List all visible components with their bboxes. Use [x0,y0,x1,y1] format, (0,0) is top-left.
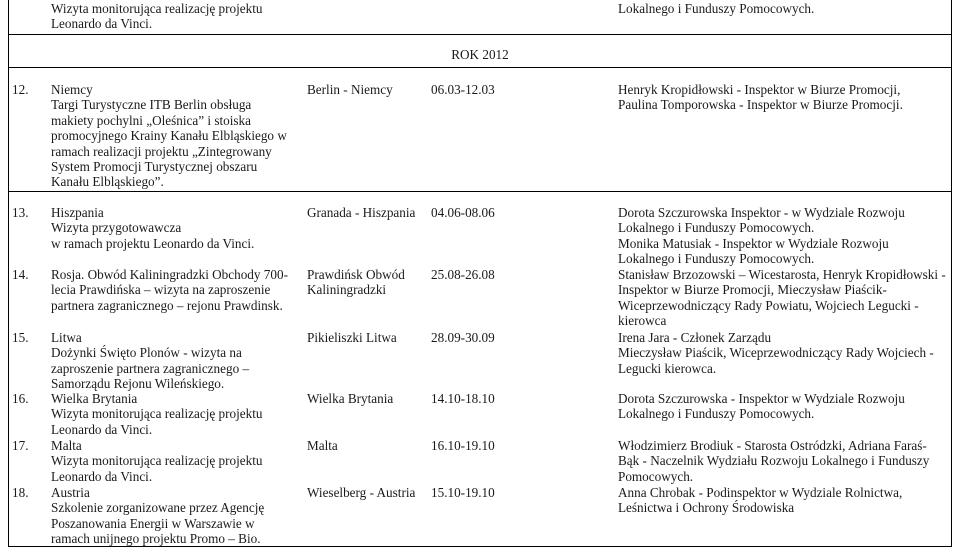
entry-event [51,438,262,484]
row-divider [8,34,952,35]
text-line: Dorota Szczurowska - Inspektor w Wydziale Rozwoju [618,391,905,406]
text-line: Lokalnego i Funduszy Pomocowych. [618,1,815,16]
entry-date: 25.08-26.08 [431,267,495,282]
text-line: Litwa [51,330,82,345]
text-line: Malta [307,438,338,453]
text-line: Wizyta monitorująca realizację projektu [51,1,263,16]
text-line: Rosja. Obwód Kaliningradzki Obchody 700- [51,267,288,282]
text-line: Wielka Brytania [51,391,138,406]
text-line: Lokalnego i Funduszy Pomocowych. [618,406,815,422]
entry-number: 15. [12,330,29,345]
text-line: Legucki kierowca. [618,360,717,376]
top-fragment-event [51,1,262,32]
text-line: Monika Matusiak - Inspektor w Wydziale Rozwoju [618,235,889,251]
text-line: makiety pochylni „Oleśnica” i stoiska [51,112,251,128]
entry-number: 16. [12,391,29,406]
entry-place [307,391,393,406]
text-line: Targi Turystyczne ITB Berlin obsługa [51,97,252,113]
text-line: ramach unijnego projektu Promo – Bio. [51,531,261,547]
text-line: Kaliningradzki [307,282,387,298]
text-line: Leonardo da Vinci. [51,16,153,32]
text-line: Wizyta monitorująca realizację projektu [51,406,263,422]
entry-event [51,330,249,392]
entry-place [307,267,405,298]
entry-date: 14.10-18.10 [431,391,495,406]
entry-number: 18. [12,485,29,500]
text-line: Hiszpania [51,205,104,220]
entry-event [51,391,262,437]
text-line: Leśnictwa i Ochrony Środowiska [618,500,795,516]
text-line: Irena Jara - Członek Zarządu [618,330,772,345]
text-line: Henryk Kropidłowski - Inspektor w Biurze Promocji, [618,82,901,97]
entry-place [307,330,397,345]
entry-number: 13. [12,205,29,220]
text-line: Szkolenie zorganizowane przez Agencję [51,500,265,516]
text-line: Malta [51,438,82,453]
row-divider [8,67,952,68]
text-line: Leonardo da Vinci. [51,421,153,437]
text-line: Dorota Szczurowska Inspektor - w Wydziale Rozwoju [618,205,905,220]
text-line: Włodzimierz Brodiuk - Starosta Ostródzki, Adriana Faraś- [618,438,927,453]
text-line: Prawdińsk Obwód [307,267,405,282]
year-header: ROK 2012 [451,47,509,62]
row-divider [8,191,952,192]
text-line: Dożynki Święto Plonów - wizyta na [51,345,242,361]
text-line: partnera zagranicznego – rejonu Prawdinsk. [51,297,283,313]
entry-date: 16.10-19.10 [431,438,495,453]
text-line: Wizyta przygotowawcza [51,220,182,236]
entry-participants [618,438,929,484]
text-line: Pikieliszki Litwa [307,330,397,345]
entry-date: 04.06-08.06 [431,205,495,220]
entry-participants [618,391,905,422]
entry-event [51,205,254,251]
text-line: Bąk - Naczelnik Wydziału Rozwoju Lokalnego i Funduszy [618,453,930,469]
text-line: Stanisław Brzozowski – Wicestarosta, Henryk Kropidłowski - [618,267,946,282]
entry-date: 06.03-12.03 [431,82,495,97]
entry-participants [618,82,903,113]
text-line: Wizyta monitorująca realizację projektu [51,453,263,469]
text-line: Niemcy [51,82,93,97]
text-line: Lokalnego i Funduszy Pomocowych. [618,220,815,236]
text-line: Anna Chrobak - Podinspektor w Wydziale Rolnictwa, [618,485,903,500]
entry-place [307,82,393,97]
entry-date: 15.10-19.10 [431,485,495,500]
entry-date: 28.09-30.09 [431,330,495,345]
text-line: Granada - Hiszpania [307,205,416,220]
text-line: kierowca [618,313,667,329]
entry-participants [618,485,902,516]
text-line: Wiceprzewodniczący Rady Powiatu, Wojciech Legucki - [618,297,919,313]
entry-place [307,438,338,453]
table-left-border [8,0,9,547]
text-line: lecia Prawdińska – wizyta na zaproszenie [51,282,271,298]
entry-event [51,82,287,190]
entry-number: 14. [12,267,29,282]
entry-event [51,485,264,547]
text-line: promocyjnego Krainy Kanału Elbląskiego w [51,128,287,144]
text-line: Wielka Brytania [307,391,394,406]
text-line: Berlin - Niemcy [307,82,393,97]
entry-participants [618,330,934,376]
text-line: Poszanowania Energii w Warszawie w [51,515,255,531]
text-line: Pomocowych. [618,468,694,484]
entry-event [51,267,288,313]
entry-participants [618,267,946,329]
top-fragment-participants [618,1,814,16]
text-line: zaproszenie partnera zagranicznego – [51,360,250,376]
text-line: Wieselberg - Austria [307,485,416,500]
entry-number: 12. [12,82,29,97]
text-line: w ramach projektu Leonardo da Vinci. [51,235,255,251]
text-line: Mieczysław Piaścik, Wiceprzewodniczący Rady Wojciech - [618,345,934,361]
text-line: Leonardo da Vinci. [51,468,153,484]
entry-participants [618,205,905,267]
text-line: ramach realizacji projektu „Zintegrowany [51,143,272,159]
text-line: Austria [51,485,90,500]
entry-number: 17. [12,438,29,453]
text-line: Kanału Elbląskiego”. [51,174,164,190]
text-line: Paulina Tomporowska - Inspektor w Biurze Promocji. [618,97,903,113]
entry-place [307,205,415,220]
table-right-border [951,0,952,547]
text-line: Lokalnego i Funduszy Pomocowych. [618,251,815,267]
entry-place [307,485,415,500]
text-line: Samorządu Rejonu Wileńskiego. [51,376,225,392]
text-line: Inspektor w Biurze Promocji, Mieczysław Piaścik- [618,282,887,298]
text-line: System Promocji Turystycznej obszaru [51,159,258,175]
